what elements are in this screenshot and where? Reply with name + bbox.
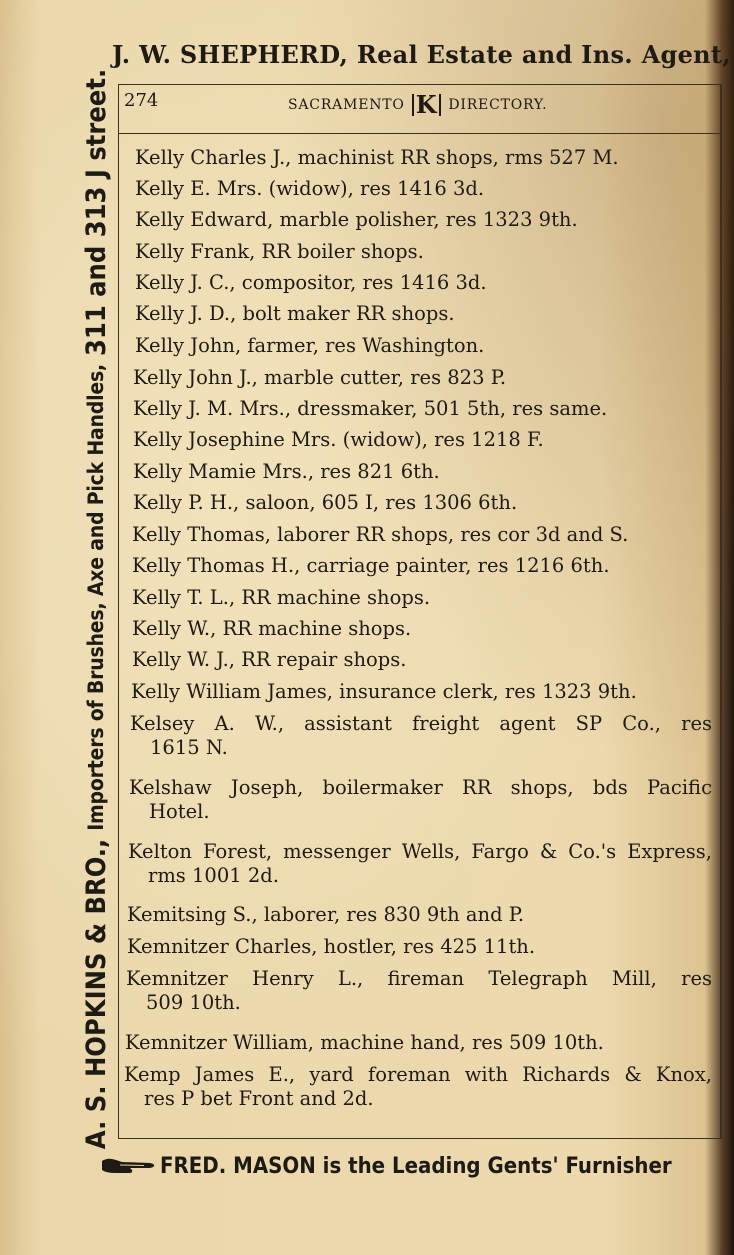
running-head-city: SACRAMENTO [288,97,405,113]
directory-entry: Kelly W., RR machine shops. [132,617,412,640]
directory-entry: Kelly Edward, marble polisher, res 1323 9th. [135,208,578,231]
directory-entry: Kelly W. J., RR repair shops. [132,648,407,671]
directory-entry: Kelly Thomas H., carriage painter, res 1216 6th. [132,554,610,577]
directory-entry: Kelly J. M. Mrs., dressmaker, 501 5th, res same. [133,397,608,420]
side-ad-address: 311 and 313 J street. [80,68,112,356]
directory-entry: Kelly T. L., RR machine shops. [132,586,431,609]
running-head-word: DIRECTORY. [448,97,548,113]
bottom-advertisement [100,1148,722,1184]
directory-entry: Kelly John, farmer, res Washington. [135,334,485,357]
directory-entry: Kelly William James, insurance clerk, res 1323 9th. [131,680,637,703]
bottom-ad-text: FRED. MASON is the Leading Gents' Furnisher [160,1153,672,1179]
directory-entry: Kelly Charles J., machinist RR shops, rms 527 M. [135,146,619,169]
directory-entry: Kemp James E., yard foreman with Richards & Knox, res P bet Front and 2d. [124,1063,712,1110]
directory-entry: Kemnitzer Charles, hostler, res 425 11th. [127,935,536,958]
running-head-letter: K [412,94,442,116]
directory-entry: Kelshaw Joseph, boilermaker RR shops, bds Pacific Hotel. [129,776,712,823]
directory-entry: Kemitsing S., laborer, res 830 9th and P. [127,903,525,926]
side-ad-products: Importers of Brushes, Axe and Pick Handles, [84,363,108,831]
directory-entry: Kelly John J., marble cutter, res 823 P. [133,366,507,389]
directory-entry: Kelton Forest, messenger Wells, Fargo & Co.'s Express, rms 1001 2d. [128,840,712,887]
page-number: 274 [124,90,159,111]
directory-entry: Kelly Mamie Mrs., res 821 6th. [133,460,440,483]
side-ad-company: A. S. HOPKINS & BRO., [80,838,112,1150]
directory-entry: Kemnitzer William, machine hand, res 509 10th. [125,1031,604,1054]
directory-entry: Kelly Josephine Mrs. (widow), res 1218 F. [133,428,544,451]
directory-entry: Kelsey A. W., assistant freight agent SP Co., res 1615 N. [130,712,712,759]
top-banner: J. W. SHEPHERD, Real Estate and Ins. Agent, [112,40,731,69]
directory-entry: Kelly E. Mrs. (widow), res 1416 3d. [135,177,485,200]
directory-entry: Kelly J. C., compositor, res 1416 3d. [135,271,487,294]
directory-entry: Kelly Thomas, laborer RR shops, res cor 3d and S. [132,523,629,546]
directory-entry: Kelly J. D., bolt maker RR shops. [135,302,455,325]
pointing-hand-icon [100,1155,156,1177]
directory-entry: Kelly Frank, RR boiler shops. [135,240,424,263]
directory-entry: Kemnitzer Henry L., fireman Telegraph Mill, res 509 10th. [126,967,712,1014]
directory-entry: Kelly P. H., saloon, 605 I, res 1306 6th. [133,491,518,514]
